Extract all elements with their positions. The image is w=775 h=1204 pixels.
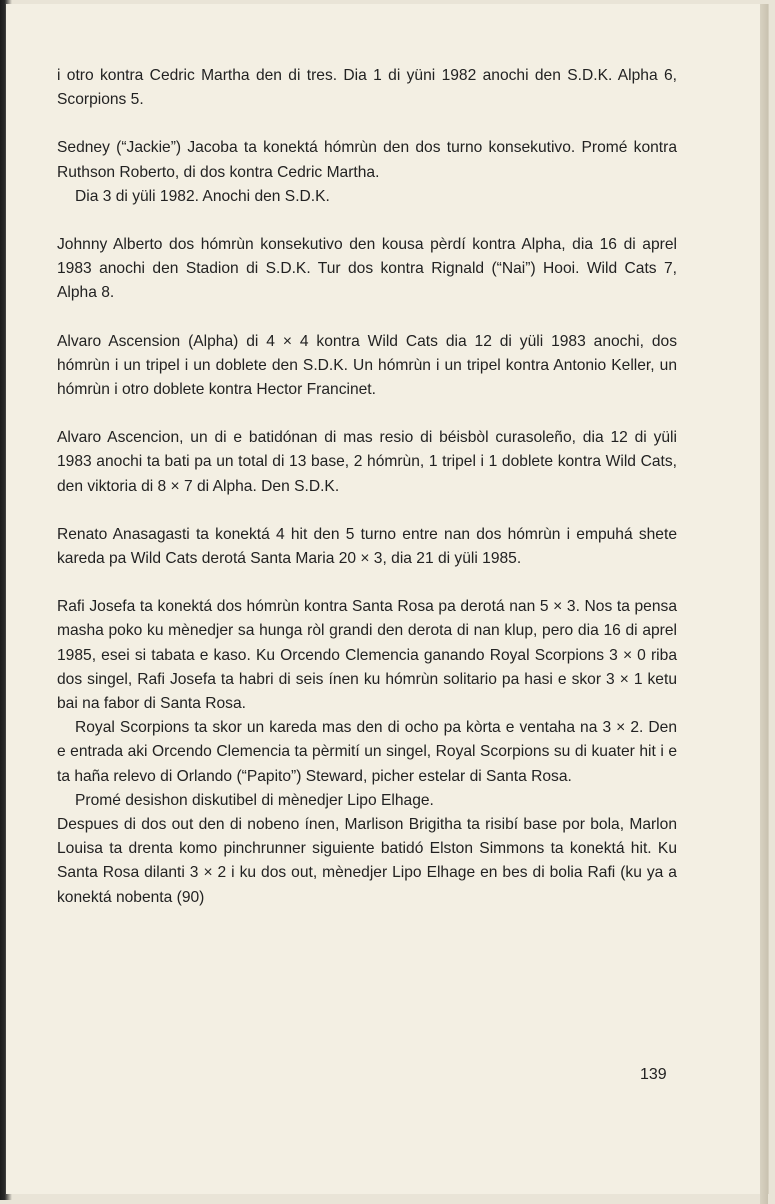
paragraph: Rafi Josefa ta konektá dos hómrùn kontra Santa Rosa pa derotá nan 5 × 3. Nos ta pensa masha poko ku mènedjer sa hunga ròl grandi den derota di nan klup, pero dia 16 di aprel 1985, esei si tabata e kaso. Ku Orcendo Clemencia ganando Royal Scorpions 3 × 0 riba dos singel, Rafi Josefa ta habri di seis ínen ku hómrùn solitario pa hasi e skor 3 × 1 ketu bai na fabor di Santa Rosa. [57,598,677,713]
paragraph: Alvaro Ascencion, un di e batidónan di mas resio di béisbòl curasoleño, dia 12 di yüli 1983 anochi ta bati pa un total di 13 base, 2 hómrùn, 1 tripel i 1 doblete kontra Wild Cats, den viktoria di 8 × 7 di Alpha. Den S.D.K. [57,429,677,495]
page-edge [760,4,768,1204]
paragraph: Royal Scorpions ta skor un kareda mas den di ocho pa kòrta e ventaha na 3 × 2. Den e entrada aki Orcendo Clemencia ta pèrmití un singel, Royal Scorpions su di kuater hit i e ta haña relevo di Orlando (“Papito”) Steward, picher estelar di Santa Rosa. [57,719,677,785]
paragraph: Sedney (“Jackie”) Jacoba ta konektá hómrùn den dos turno konsekutivo. Promé kontra Ruthson Roberto, di dos kontra Cedric Martha. [57,139,677,181]
paragraph: Renato Anasagasti ta konektá 4 hit den 5 turno entre nan dos hómrùn i empuhá shete kareda pa Wild Cats derotá Santa Maria 20 × 3, dia 21 di yüli 1985. [57,525,677,568]
paragraph: Despues di dos out den di nobeno ínen, Marlison Brigitha ta risibí base por bola, Marlon Louisa ta drenta komo pinchrunner siguiente batidó Elston Simmons ta konektá hit. Ku Santa Rosa dilanti 3 × 2 i ku dos out, mènedjer Lipo Elhage en bes di bolia Rafi (ku ya a konektá nobenta (90) [57,816,677,906]
paragraph: Dia 3 di yüli 1982. Anochi den S.D.K. [75,187,330,205]
page-number: 139 [640,1066,667,1083]
paragraph: i otro kontra Cedric Martha den di tres. Dia 1 di yüni 1982 anochi den S.D.K. Alpha 6, Scorpions 5. [57,67,677,109]
paragraph: Johnny Alberto dos hómrùn konsekutivo den kousa pèrdí kontra Alpha, dia 16 di aprel 1983 anochi den Stadion di S.D.K. Tur dos kontra Rignald (“Nai”) Hooi. Wild Cats 7, Alpha 8. [57,236,677,302]
paragraph: Alvaro Ascension (Alpha) di 4 × 4 kontra Wild Cats dia 12 di yüli 1983 anochi, dos hómrùn i un tripel i un doblete den S.D.K. Un hómrùn i un tripel kontra Antonio Keller, un hómrùn i otro doblete kontra Hector Francinet. [57,332,677,399]
body-text [57,64,677,910]
paragraph: Promé desishon diskutibel di mènedjer Lipo Elhage. [75,791,434,809]
